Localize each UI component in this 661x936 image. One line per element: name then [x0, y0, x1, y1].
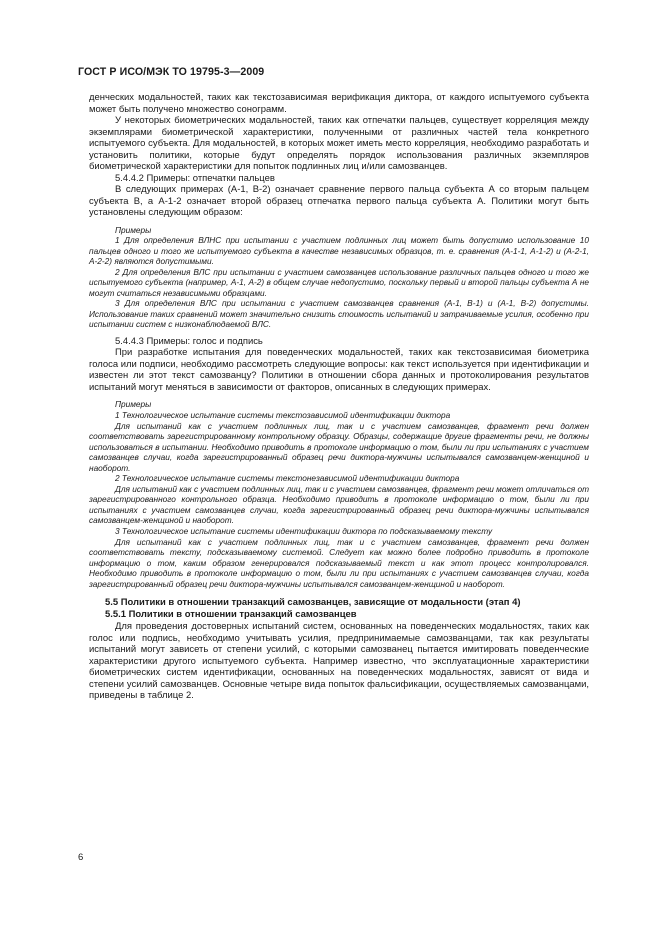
- example-heading: 3 Технологическое испытание системы идентификации диктора по подсказываемому тексту: [115, 526, 493, 537]
- examples-title: Примеры: [115, 224, 152, 235]
- paragraph: При разработке испытания для поведенческих модальностей, таких как текстозависимая биометрика голоса или подписи, необходимо рассмотреть следующие вопросы: как текст используется при идентификации и известен ли этот текст самозванцу? Политики в отношении сбора данных и протоколирования результатов испытаний могут меняться в зависимости от факторов, описанных в следующих примерах.: [89, 347, 589, 393]
- paragraph: денческих модальностей, таких как текстозависимая верификация диктора, от каждого испытуемого субъекта может быть получено множество сонограмм.: [89, 92, 589, 115]
- example-item: Для испытаний как с участием подлинных лиц, так и с участием самозванцев, фрагмент речи должен соответствовать тексту, подсказываемому системой. Следует как можно более подробно приводить в протоколе информацию о том, каким образом генерировался подсказываемый текст и как этот процесс контролировался. Необходимо приводить в протоколе информацию о том, были ли при испытаниях с участием самозванцев случаи, когда зарегистрированный образец речи диктора-мужчины испытывался самозванцем-женщиной и наоборот.: [89, 536, 589, 589]
- paragraph: В следующих примерах (А-1, В-2) означает сравнение первого пальца субъекта А со вторым пальцем субъекта В, а А-1-2 означает второй образец отпечатка первого пальца субъекта А. Политики могут быть установлены следующим образом:: [89, 184, 589, 218]
- paragraph: У некоторых биометрических модальностей, таких как отпечатки пальцев, существует корреляция между экземплярами биометрической характеристики, полученными от различных частей тела конкретного испытуемого субъекта. Для модальностей, в которых может иметь место корреляция, необходимо разработать и установить политики, которые будут определять порядок использования различных экземпляров биометрической характеристики для попыток подлинных лиц и/или самозванцев.: [89, 115, 589, 172]
- section-heading: 5.5 Политики в отношении транзакций самозванцев, зависящие от модальности (этап 4): [105, 597, 521, 609]
- example-item: Для испытаний как с участием подлинных лиц, так и с участием самозванцев, фрагмент речи должен соответствовать зарегистрированному контрольному образцу. Образцы, содержащие другие фрагменты речи, не должны использоваться в испытании. Необходимо приводить в протоколе информацию о том, были ли при испытаниях с участием самозванцев случаи, когда зарегистрированный образец речи диктора-мужчины испытывался самозванцем-женщиной и наоборот.: [89, 420, 589, 473]
- example-heading: 1 Технологическое испытание системы текстозависимой идентификации диктора: [115, 410, 451, 421]
- example-heading: 2 Технологическое испытание системы текстонезависимой идентификации диктора: [115, 473, 460, 484]
- section-heading: 5.5.1 Политики в отношении транзакций самозванцев: [105, 609, 357, 621]
- example-item: 3 Для определения ВЛС при испытании с участием самозванцев сравнения (А-1, В-1) и (А-1, В-2) допустимы. Использование таких сравнений может значительно снизить стоимость испытаний и затрачиваемые усилия, особенно при испытании систем с низконаблюдаемой ВЛС.: [89, 298, 589, 330]
- example-item: Для испытаний как с участием подлинных лиц, так и с участием самозванцев, фрагмент речи может отличаться от зарегистрированного контрольного образца. Необходимо приводить в протоколе информацию о том, были ли при испытаниях с участием самозванцев случаи, когда зарегистрированный образец речи диктора-мужчины испытывался самозванцем-женщиной и наоборот.: [89, 483, 589, 526]
- subsection-heading: 5.4.4.3 Примеры: голос и подпись: [115, 335, 263, 347]
- example-item: 2 Для определения ВЛС при испытании с участием самозванцев использование различных пальцев одного и того же испытуемого субъекта (например, А-1, А-2) в общем случае недопустимо, поскольку первый и второй пальцы субъекта А не могут считаться независимыми образцами.: [89, 266, 589, 298]
- page-number: 6: [78, 852, 84, 863]
- paragraph: Для проведения достоверных испытаний систем, основанных на поведенческих модальностях, таких как голос или подпись, необходимо учитывать усилия, предпринимаемые самозванцами, так как результаты испытаний могут зависеть от степени усилий, с которыми самозванец пытается имитировать поведенческие характеристики другого испытуемого субъекта. Например известно, что эксплуатационные характеристики биометрических систем идентификации, основанных на поведенческих модальностях, зависят от вида и степени усилий самозванцев. Основные четыре вида попыток фальсификации, осуществляемых самозванцами, приведены в таблице 2.: [89, 621, 589, 702]
- subsection-heading: 5.4.4.2 Примеры: отпечатки пальцев: [115, 172, 275, 184]
- page-body: [89, 92, 589, 702]
- example-item: 1 Для определения ВЛНС при испытании с участием подлинных лиц может быть допустимо использование 10 пальцев одного и того же испытуемого субъекта в качестве независимых образцов, т. е. сравнения (А-1-1, А-1-2) и (А-2-1, А-2-2) являются допустимыми.: [89, 235, 589, 267]
- examples-title: Примеры: [115, 399, 152, 410]
- document-header: ГОСТ Р ИСО/МЭК ТО 19795-3—2009: [78, 66, 265, 78]
